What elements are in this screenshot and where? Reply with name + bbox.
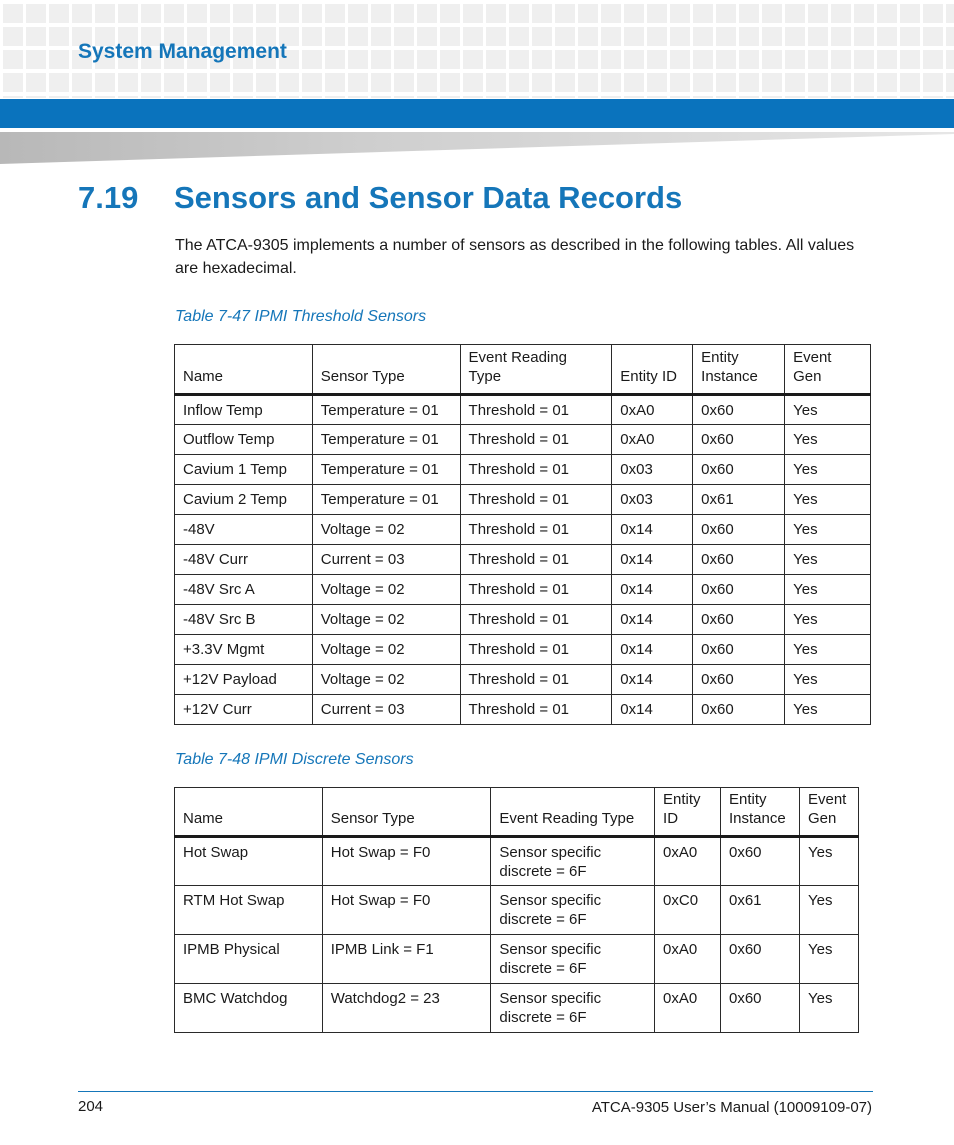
table-cell: 0x60 [693,575,785,605]
table-cell: 0x14 [612,515,693,545]
table-cell: Yes [785,695,871,725]
footer-rule [78,1091,873,1092]
column-header: Event Reading Type [460,345,612,395]
column-header: Entity ID [655,788,721,837]
table-cell: Threshold = 01 [460,635,612,665]
table-cell: Yes [799,837,858,886]
table-cell: Yes [785,545,871,575]
table-cell: 0xA0 [655,837,721,886]
table-cell: IPMB Physical [175,935,323,984]
column-header: Entity Instance [721,788,800,837]
table-cell: 0x61 [721,886,800,935]
table-cell: +3.3V Mgmt [175,635,313,665]
table-row [175,575,871,605]
table-cell: 0x14 [612,695,693,725]
table-cell: 0x60 [693,455,785,485]
table-cell: 0x60 [721,837,800,886]
table-row [175,395,871,425]
table-cell: Sensor specific discrete = 6F [491,984,655,1033]
table-cell: Yes [785,515,871,545]
table-cell: Voltage = 02 [312,635,460,665]
table-cell: Outflow Temp [175,425,313,455]
table-cell: Yes [785,635,871,665]
column-header: Entity ID [612,345,693,395]
table-cell: Voltage = 02 [312,515,460,545]
table-cell: Hot Swap = F0 [322,837,491,886]
table-cell: 0x60 [693,605,785,635]
table-cell: Threshold = 01 [460,545,612,575]
table-cell: -48V [175,515,313,545]
table-cell: Yes [799,886,858,935]
chapter-title: Sensors and Sensor Data Records [174,180,683,215]
table-cell: Temperature = 01 [312,485,460,515]
table-cell: Threshold = 01 [460,425,612,455]
table-cell: Cavium 2 Temp [175,485,313,515]
table-cell: RTM Hot Swap [175,886,323,935]
table-cell: Threshold = 01 [460,605,612,635]
table-cell: 0x14 [612,665,693,695]
table-cell: Yes [785,425,871,455]
table-cell: Voltage = 02 [312,665,460,695]
table-cell: Voltage = 02 [312,605,460,635]
table-cell: Threshold = 01 [460,395,612,425]
table-row [175,635,871,665]
table-cell: 0x14 [612,545,693,575]
discrete-sensors-table [174,787,859,1033]
table-cell: Yes [785,455,871,485]
table-cell: Yes [785,485,871,515]
table-cell: 0x60 [693,545,785,575]
table-cell: -48V Src B [175,605,313,635]
table-cell: 0x61 [693,485,785,515]
chapter-number: 7.19 [78,180,139,215]
column-header: Sensor Type [312,345,460,395]
table-cell: 0x60 [721,935,800,984]
column-header: Name [175,345,313,395]
table-row [175,665,871,695]
table-row [175,837,859,886]
table-cell: Inflow Temp [175,395,313,425]
table-cell: Temperature = 01 [312,395,460,425]
column-header: Name [175,788,323,837]
table-cell: 0x60 [693,395,785,425]
table-cell: +12V Payload [175,665,313,695]
column-header: Entity Instance [693,345,785,395]
table-cell: Hot Swap [175,837,323,886]
table-cell: Hot Swap = F0 [322,886,491,935]
table-cell: 0x60 [693,695,785,725]
header-gray-wedge [0,132,954,164]
column-header: Event Gen [799,788,858,837]
table-cell: 0xC0 [655,886,721,935]
table-cell: 0x60 [693,515,785,545]
table-cell: Yes [785,605,871,635]
table-row [175,695,871,725]
table-cell: 0x60 [693,665,785,695]
table-row [175,515,871,545]
threshold-sensors-table [174,344,871,725]
page-number: 204 [78,1098,104,1115]
table-cell: 0x60 [721,984,800,1033]
table-row [175,984,859,1033]
table-cell: Sensor specific discrete = 6F [491,886,655,935]
table-header-row [175,345,871,395]
table-cell: Voltage = 02 [312,575,460,605]
table-cell: Sensor specific discrete = 6F [491,935,655,984]
table-cell: 0xA0 [655,984,721,1033]
header-blue-bar [0,99,954,128]
table-header-row [175,788,859,837]
table-cell: Sensor specific discrete = 6F [491,837,655,886]
table-cell: Threshold = 01 [460,455,612,485]
intro-paragraph: The ATCA-9305 implements a number of sensors as described in the following tables. All values are hexadecimal. [175,237,855,277]
table-47-caption: Table 7-47 IPMI Threshold Sensors [175,308,427,325]
table-cell: 0x60 [693,635,785,665]
table-cell: IPMB Link = F1 [322,935,491,984]
table-cell: BMC Watchdog [175,984,323,1033]
chapter-heading [78,180,682,216]
table-cell: 0xA0 [612,425,693,455]
table-row [175,425,871,455]
table-row [175,935,859,984]
table-cell: Yes [785,665,871,695]
table-cell: Threshold = 01 [460,515,612,545]
table-cell: -48V Curr [175,545,313,575]
section-title: System Management [78,40,287,63]
table-row [175,886,859,935]
column-header: Event Reading Type [491,788,655,837]
table-cell: Temperature = 01 [312,425,460,455]
table-cell: Cavium 1 Temp [175,455,313,485]
table-cell: Yes [785,575,871,605]
table-cell: 0x60 [693,425,785,455]
table-cell: 0x14 [612,635,693,665]
table-cell: Threshold = 01 [460,485,612,515]
table-cell: Threshold = 01 [460,695,612,725]
column-header: Sensor Type [322,788,491,837]
table-cell: Current = 03 [312,545,460,575]
table-cell: Yes [799,984,858,1033]
table-cell: Threshold = 01 [460,665,612,695]
table-cell: 0x14 [612,605,693,635]
table-cell: 0x03 [612,455,693,485]
table-cell: Yes [785,395,871,425]
table-cell: Threshold = 01 [460,575,612,605]
column-header: Event Gen [785,345,871,395]
table-48-caption: Table 7-48 IPMI Discrete Sensors [175,751,414,768]
table-row [175,605,871,635]
table-cell: +12V Curr [175,695,313,725]
table-row [175,545,871,575]
table-cell: Temperature = 01 [312,455,460,485]
table-cell: 0xA0 [612,395,693,425]
document-title: ATCA-9305 User’s Manual (10009109-07) [591,1099,872,1116]
table-cell: 0xA0 [655,935,721,984]
table-cell: 0x03 [612,485,693,515]
table-cell: Yes [799,935,858,984]
table-cell: Watchdog2 = 23 [322,984,491,1033]
table-row [175,455,871,485]
table-cell: 0x14 [612,575,693,605]
table-cell: Current = 03 [312,695,460,725]
table-cell: -48V Src A [175,575,313,605]
table-row [175,485,871,515]
